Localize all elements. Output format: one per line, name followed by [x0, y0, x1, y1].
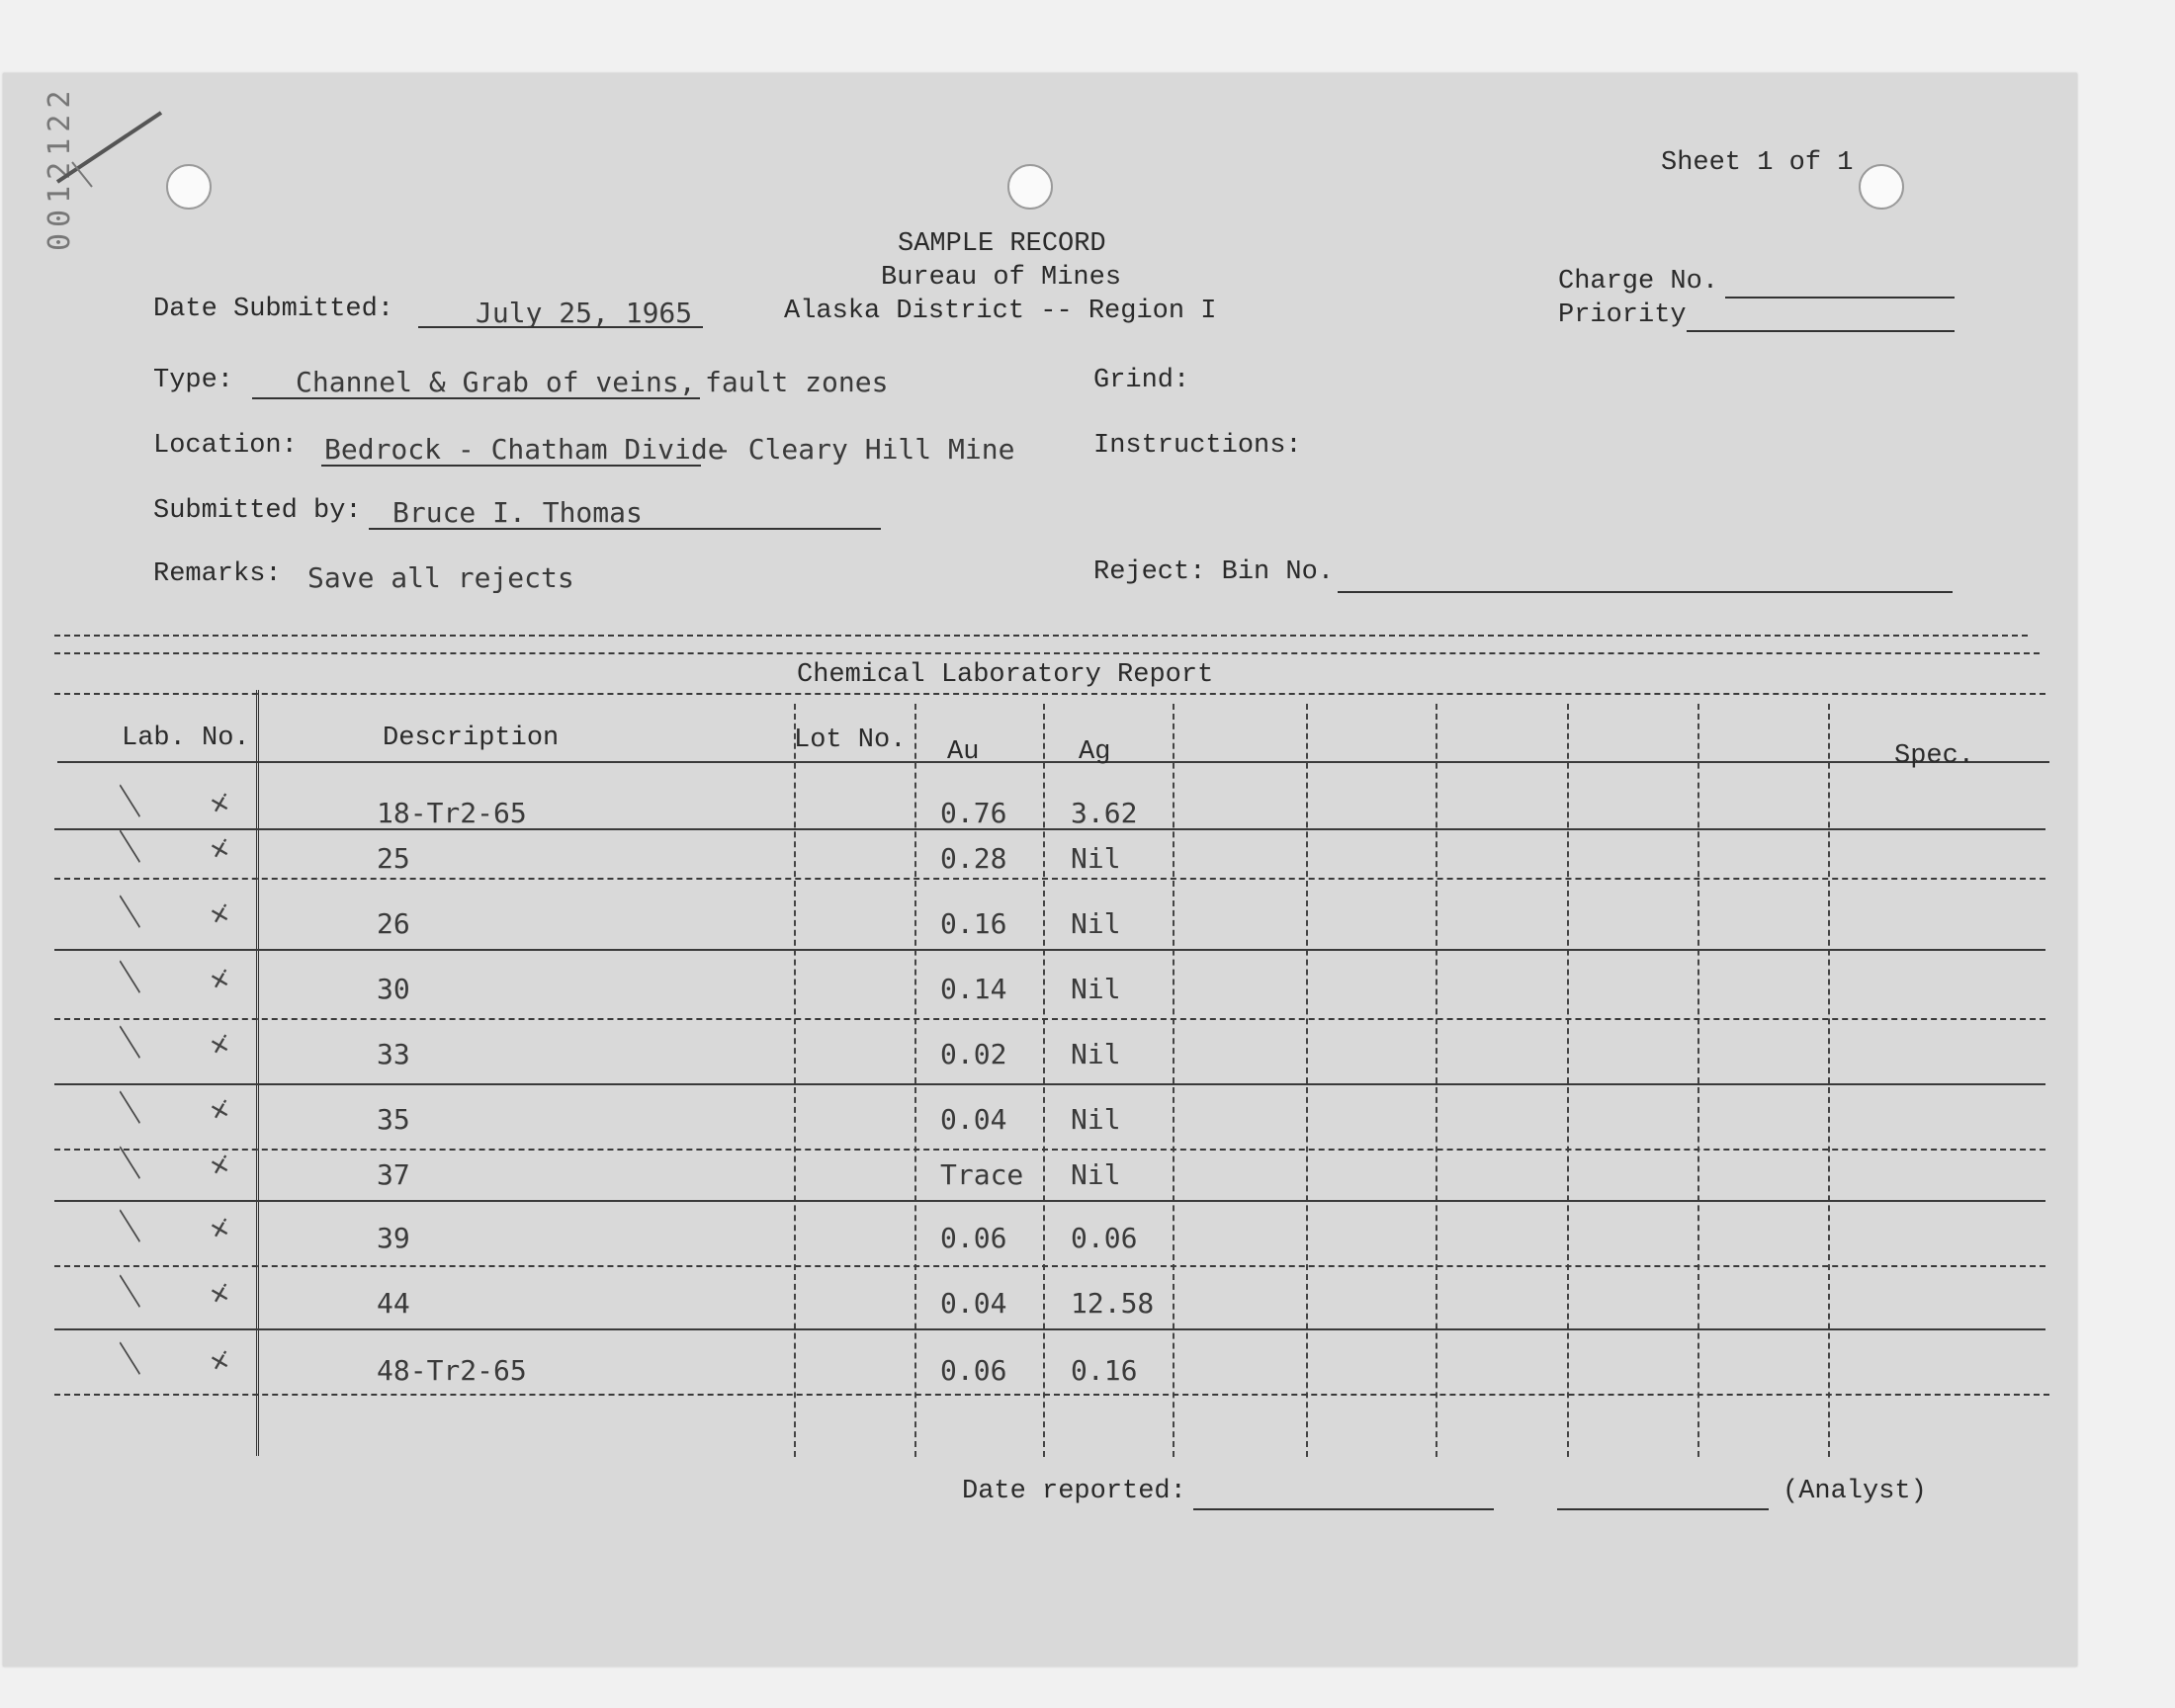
table-header-bottom	[57, 761, 2049, 763]
sample-record-sheet	[3, 73, 2077, 1666]
charge-no-label: Charge No.	[1558, 267, 1719, 297]
stamp-number: 0012122	[43, 84, 77, 251]
col-header-spec: Spec.	[1894, 741, 1975, 771]
date-submitted-underline	[418, 326, 703, 328]
priority-field[interactable]	[1687, 330, 1955, 332]
check-mark-icon: ⟋	[103, 890, 158, 934]
district-name: Alaska District -- Region I	[784, 297, 1217, 326]
col-divider-e5	[1828, 704, 1830, 1457]
row-ag: 0.16	[1071, 1354, 1138, 1387]
tally-mark-icon: ∔	[202, 1145, 239, 1185]
row-separator	[54, 1018, 2045, 1020]
tally-mark-icon: ∔	[202, 1340, 239, 1381]
date-submitted-value: July 25, 1965	[476, 297, 693, 329]
check-mark-icon: ⟋	[103, 1141, 158, 1185]
row-ag: Nil	[1071, 1038, 1121, 1070]
submitted-by-label: Submitted by:	[153, 496, 362, 526]
location-value-a: Bedrock - Chatham Divide	[324, 433, 725, 466]
col-divider-au	[1043, 704, 1045, 1457]
check-mark-icon: ⟋	[103, 1336, 158, 1381]
pin-mark-icon	[52, 103, 171, 192]
tally-mark-icon: ∔	[202, 828, 239, 869]
col-divider-desc	[794, 704, 796, 1457]
row-ag: 0.06	[1071, 1222, 1138, 1254]
priority-label: Priority	[1558, 300, 1687, 330]
row-ag: Nil	[1071, 1103, 1121, 1136]
row-separator	[54, 878, 2045, 880]
tally-mark-icon: ∔	[202, 1089, 239, 1130]
remarks-label: Remarks:	[153, 559, 282, 589]
row-separator	[54, 949, 2045, 951]
tally-mark-icon: ∔	[202, 783, 239, 823]
location-underline	[321, 465, 701, 467]
col-header-ag: Ag	[1079, 737, 1111, 767]
col-divider-lot	[914, 704, 916, 1457]
row-separator	[54, 1083, 2045, 1085]
col-divider-lab	[256, 690, 259, 1456]
row-description: 48-Tr2-65	[377, 1354, 527, 1387]
grind-label: Grind:	[1093, 366, 1190, 395]
date-reported-label: Date reported:	[962, 1477, 1186, 1506]
col-header-au: Au	[947, 737, 980, 767]
row-au: 0.16	[940, 907, 1007, 940]
section-divider-1	[54, 635, 2028, 637]
punch-hole-left	[166, 164, 212, 210]
check-mark-icon: ⟋	[103, 1204, 158, 1248]
check-mark-icon: ⟋	[103, 1085, 158, 1130]
row-au: 0.14	[940, 973, 1007, 1005]
check-mark-icon: ⟋	[103, 955, 158, 999]
row-au: 0.76	[940, 797, 1007, 829]
row-description: 39	[377, 1222, 410, 1254]
row-description: 30	[377, 973, 410, 1005]
tally-mark-icon: ∔	[202, 1273, 239, 1314]
type-underline	[252, 397, 700, 399]
row-separator	[54, 1328, 2045, 1330]
date-reported-field[interactable]	[1193, 1508, 1494, 1510]
row-ag: Nil	[1071, 842, 1121, 875]
instructions-label: Instructions:	[1093, 431, 1302, 461]
row-description: 37	[377, 1158, 410, 1191]
row-au: 0.06	[940, 1222, 1007, 1254]
reject-bin-label: Reject: Bin No.	[1093, 557, 1335, 587]
tally-mark-icon: ∔	[202, 1208, 239, 1248]
col-header-description: Description	[383, 724, 560, 753]
row-au: 0.04	[940, 1287, 1007, 1320]
reject-bin-field[interactable]	[1338, 591, 1953, 593]
table-top-border	[54, 693, 2045, 695]
type-value-b: fault zones	[705, 366, 889, 398]
col-header-lot-no: Lot No.	[794, 726, 907, 755]
row-au: 0.02	[940, 1038, 1007, 1070]
row-au: Trace	[940, 1158, 1024, 1191]
col-divider-ag	[1173, 704, 1174, 1457]
row-description: 35	[377, 1103, 410, 1136]
col-divider-e2	[1436, 704, 1437, 1457]
tally-mark-icon: ∔	[202, 1024, 239, 1065]
row-description: 33	[377, 1038, 410, 1070]
check-mark-icon: ⟋	[103, 779, 158, 823]
col-divider-e4	[1697, 704, 1699, 1457]
col-divider-e3	[1567, 704, 1569, 1457]
col-header-lab-no: Lab. No.	[122, 724, 250, 753]
check-mark-icon: ⟋	[103, 1020, 158, 1065]
analyst-field[interactable]	[1557, 1508, 1769, 1510]
row-separator	[54, 1394, 2049, 1396]
form-title: SAMPLE RECORD	[898, 229, 1106, 259]
check-mark-icon: ⟋	[103, 1269, 158, 1314]
row-description: 18-Tr2-65	[377, 797, 527, 829]
row-ag: Nil	[1071, 907, 1121, 940]
row-ag: 3.62	[1071, 797, 1138, 829]
remarks-value: Save all rejects	[307, 561, 574, 594]
analyst-label: (Analyst)	[1783, 1477, 1927, 1506]
report-title: Chemical Laboratory Report	[797, 660, 1214, 690]
location-value-b: - Cleary Hill Mine	[715, 433, 1015, 466]
location-label: Location:	[153, 431, 298, 461]
row-description: 25	[377, 842, 410, 875]
row-au: 0.28	[940, 842, 1007, 875]
row-separator	[54, 1200, 2045, 1202]
agency-name: Bureau of Mines	[881, 263, 1122, 293]
section-divider-2	[54, 652, 2040, 654]
row-au: 0.04	[940, 1103, 1007, 1136]
col-divider-e1	[1306, 704, 1308, 1457]
row-description: 44	[377, 1287, 410, 1320]
type-value-a: Channel & Grab of veins,	[296, 366, 696, 398]
tally-mark-icon: ∔	[202, 959, 239, 999]
punch-hole-right	[1859, 164, 1904, 210]
submitted-by-underline	[369, 528, 881, 530]
date-submitted-label: Date Submitted:	[153, 295, 394, 324]
row-separator	[54, 1149, 2045, 1151]
row-ag: 12.58	[1071, 1287, 1155, 1320]
sheet-number: Sheet 1 of 1	[1661, 148, 1854, 178]
row-separator	[54, 828, 2045, 830]
tally-mark-icon: ∔	[202, 894, 239, 934]
row-description: 26	[377, 907, 410, 940]
punch-hole-center	[1007, 164, 1053, 210]
submitted-by-value: Bruce I. Thomas	[392, 496, 643, 529]
type-label: Type:	[153, 366, 234, 395]
row-ag: Nil	[1071, 973, 1121, 1005]
row-separator	[54, 1265, 2045, 1267]
row-au: 0.06	[940, 1354, 1007, 1387]
check-mark-icon: ⟋	[103, 824, 158, 869]
charge-no-field[interactable]	[1725, 297, 1955, 299]
row-ag: Nil	[1071, 1158, 1121, 1191]
